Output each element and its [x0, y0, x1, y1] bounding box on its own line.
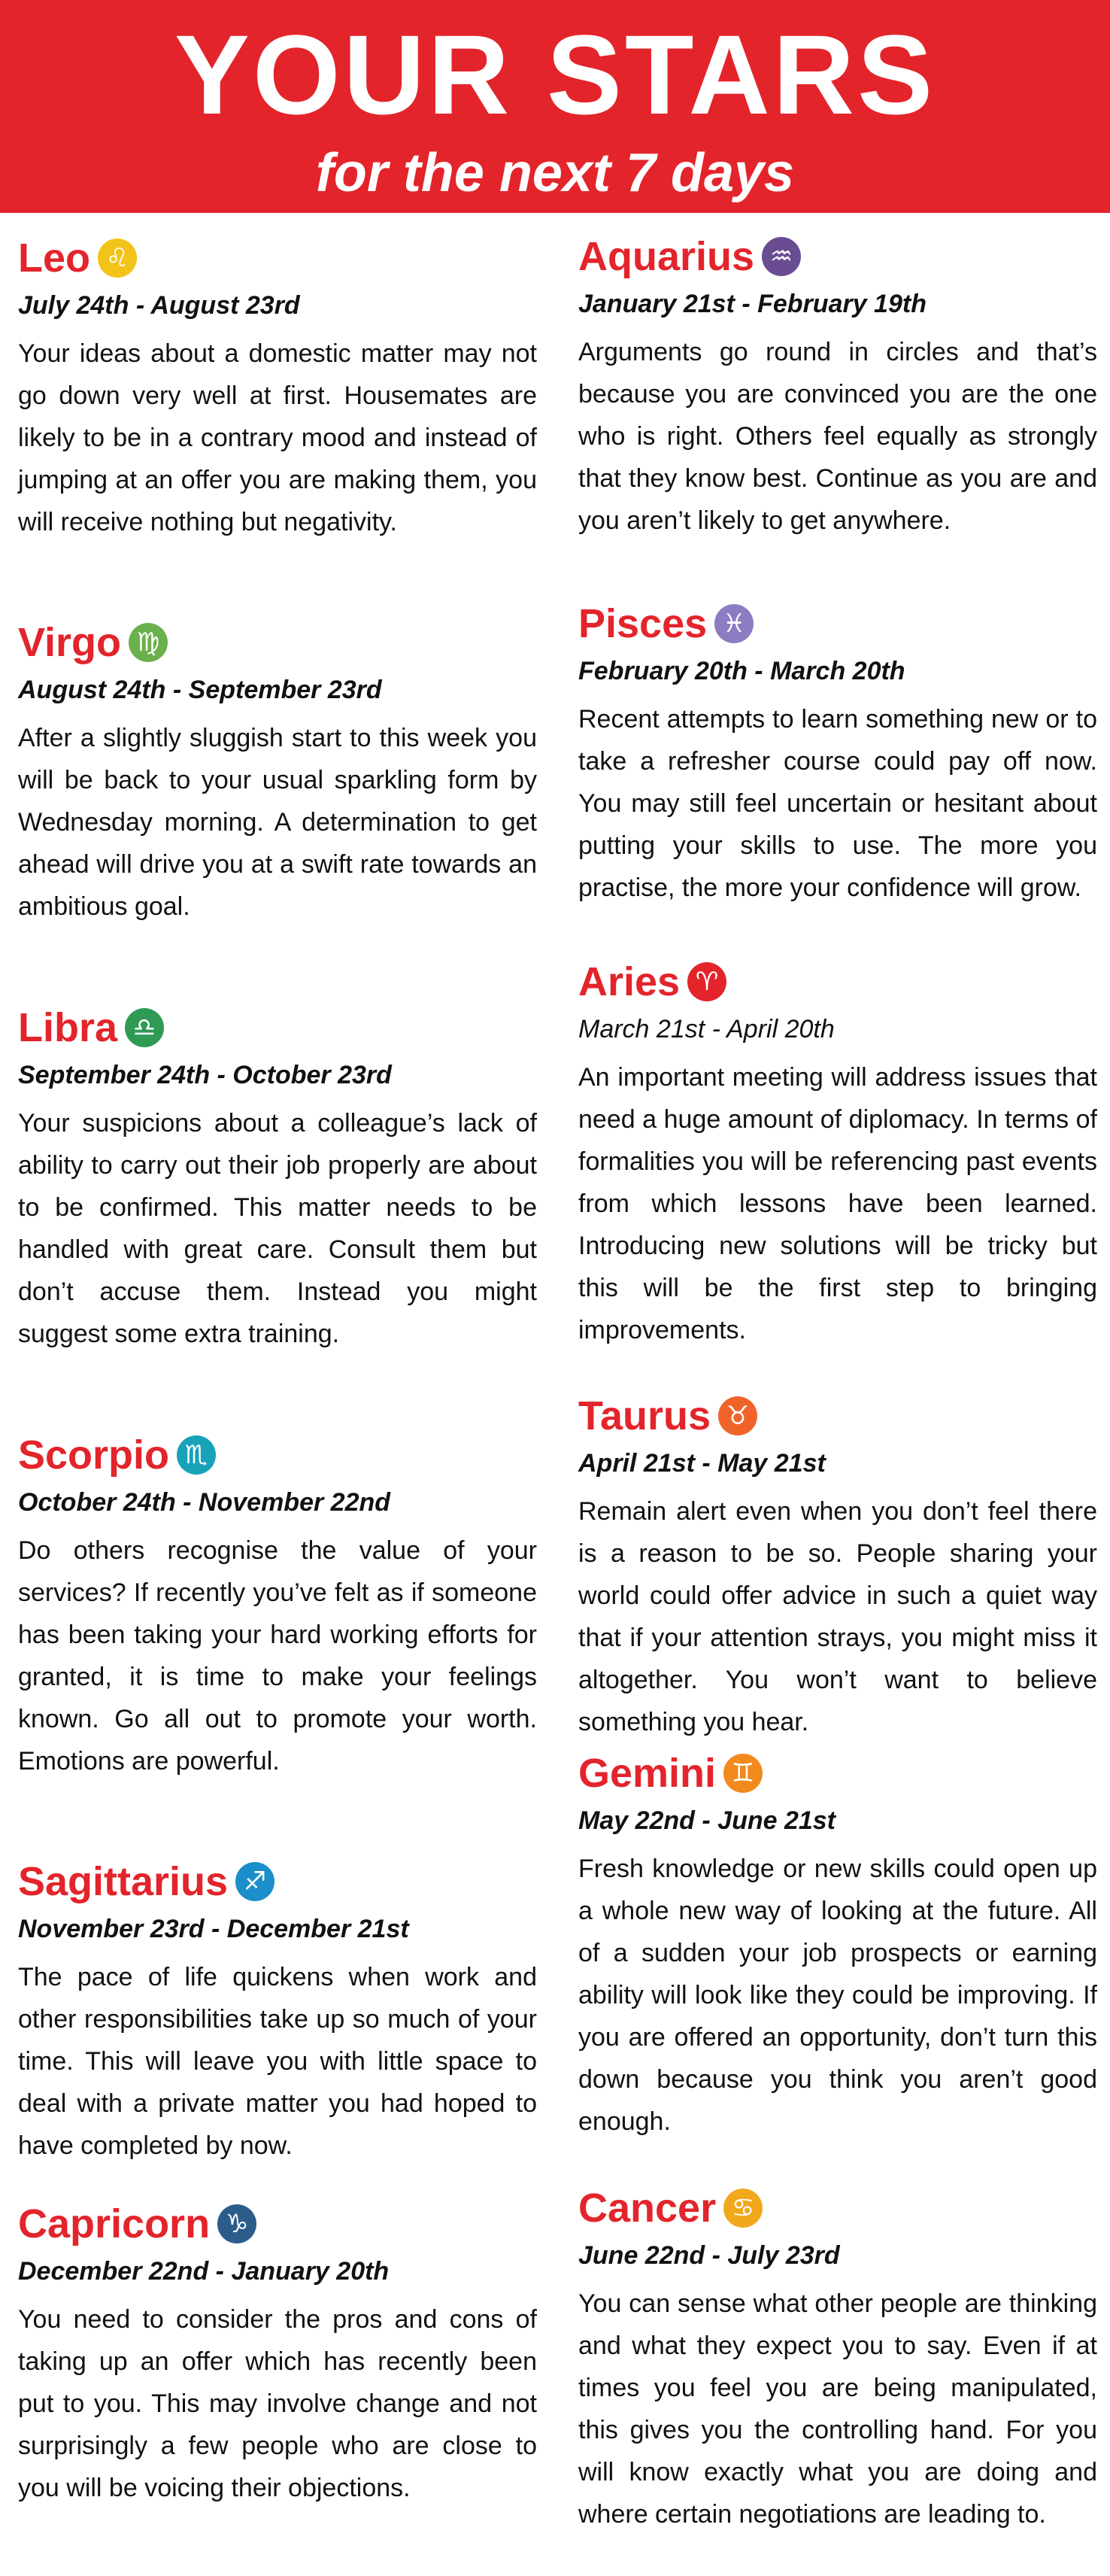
- scorpio-icon: ♏: [177, 1435, 216, 1475]
- sign-name: Capricorn: [18, 2201, 211, 2246]
- sign-dates: November 23rd - December 21st: [18, 1915, 409, 1943]
- aries-icon: ♈: [687, 962, 726, 1001]
- horoscope-text: Fresh knowledge or new skills could open up a whole new way of looking at the future. All of a sudden your job prospects or earning ability will look like they could be improving. If you are offered an opportunity, don’t turn this down because you think you aren’t good enough.: [578, 1855, 1097, 2136]
- sign-dates: March 21st - April 20th: [578, 1015, 835, 1043]
- sign-dates: May 22nd - June 21st: [578, 1806, 836, 1835]
- leo-icon: ♌: [98, 238, 137, 278]
- libra-icon: ♎: [125, 1008, 164, 1047]
- horoscope-text: You can sense what other people are thinking and what they expect you to say. Even if at times you feel you are being manipulated, this gives you the controlling hand. For you will know exactly what you are doing and where certain negotiations are leading to.: [578, 2289, 1097, 2529]
- horoscope-gemini: [578, 1745, 1097, 2143]
- horoscope-text: Arguments go round in circles and that’s because you are convinced you are the one who is right. Others feel equally as strongly that they know best. Continue as you are and you aren’t likely to get anywhere.: [578, 338, 1097, 535]
- horoscope-cancer: [578, 2180, 1097, 2535]
- virgo-icon: ♍: [129, 623, 168, 662]
- sign-name: Gemini: [578, 1751, 717, 1796]
- pisces-icon: ♓: [714, 604, 754, 643]
- horoscope-leo: [18, 230, 537, 543]
- aquarius-icon: ♒: [762, 237, 801, 276]
- horoscope-text: After a slightly sluggish start to this week you will be back to your usual sparkling form by Wednesday morning. A determination to get ahead will drive you at a swift rate towards an ambitious goal.: [18, 724, 537, 921]
- horoscope-text: Do others recognise the value of your services? If recently you’ve felt as if someone has been taking your hard working efforts for granted, it is time to make your feelings known. Go all out to promote your worth. Emotions are powerful.: [18, 1536, 537, 1776]
- capricorn-icon: ♑: [217, 2204, 256, 2243]
- sign-dates: February 20th - March 20th: [578, 657, 905, 685]
- horoscope-libra: [18, 1000, 537, 1355]
- horoscope-text: Your ideas about a domestic matter may not go down very well at first. Housemates are likely to be in a contrary mood and instead of jumping at an offer you are making them, you will receive nothing but negativity.: [18, 339, 537, 536]
- horoscope-text: The pace of life quickens when work and other responsibilities take up so much of your time. This will leave you with little space to deal with a private matter you had hoped to have completed by now.: [18, 1963, 537, 2160]
- sign-name: Virgo: [18, 620, 122, 665]
- sign-dates: June 22nd - July 23rd: [578, 2241, 840, 2270]
- sign-name: Aries: [578, 959, 681, 1004]
- cancer-icon: ♋: [723, 2189, 763, 2228]
- horoscope-text: An important meeting will address issues that need a huge amount of diplomacy. In terms of formalities you will be referencing past events from which lessons have been learned. Introducing new solutions will be tricky but this will be the first step to bringing improvements.: [578, 1063, 1097, 1344]
- horoscope-virgo: [18, 615, 537, 928]
- sign-name: Cancer: [578, 2186, 717, 2231]
- gemini-icon: ♊: [723, 1754, 763, 1793]
- sign-name: Aquarius: [578, 234, 755, 279]
- horoscope-capricorn: [18, 2196, 537, 2509]
- sign-dates: July 24th - August 23rd: [18, 291, 300, 320]
- header-banner: [0, 0, 1110, 213]
- sign-name: Pisces: [578, 601, 708, 646]
- sign-dates: October 24th - November 22nd: [18, 1488, 391, 1517]
- page-subtitle: for the next 7 days: [315, 143, 795, 203]
- sign-dates: September 24th - October 23rd: [18, 1061, 392, 1089]
- horoscope-scorpio: [18, 1427, 537, 1782]
- horoscope-taurus: [578, 1388, 1097, 1743]
- horoscope-text: You need to consider the pros and cons of taking up an offer which has recently been put to you. This may involve change and not surprisingly a few people who are close to you will be voicing their objections.: [18, 2305, 537, 2502]
- sign-dates: January 21st - February 19th: [578, 290, 927, 318]
- sign-dates: August 24th - September 23rd: [18, 676, 382, 704]
- page-title: YOUR STARS: [174, 11, 936, 138]
- taurus-icon: ♉: [718, 1396, 757, 1435]
- sign-name: Leo: [18, 235, 91, 281]
- horoscope-aquarius: [578, 229, 1097, 542]
- sign-name: Libra: [18, 1005, 118, 1050]
- horoscope-text: Recent attempts to learn something new or to take a refresher course could pay off now. You may still feel uncertain or hesitant about putting your skills to use. The more you practise, the more your confidence will grow.: [578, 705, 1097, 902]
- horoscope-pisces: [578, 596, 1097, 909]
- sign-dates: April 21st - May 21st: [578, 1449, 826, 1478]
- sign-name: Scorpio: [18, 1432, 170, 1478]
- sign-name: Taurus: [578, 1393, 711, 1438]
- horoscope-aries: [578, 954, 1097, 1351]
- horoscope-sagittarius: [18, 1854, 537, 2167]
- horoscope-text: Your suspicions about a colleague’s lack of ability to carry out their job properly are about to be confirmed. This matter needs to be handled with great care. Consult them but don’t accuse them. Instead you might suggest some extra training.: [18, 1109, 537, 1348]
- sign-dates: December 22nd - January 20th: [18, 2257, 390, 2286]
- sagittarius-icon: ♐: [235, 1862, 274, 1901]
- sign-name: Sagittarius: [18, 1859, 229, 1904]
- horoscope-text: Remain alert even when you don’t feel there is a reason to be so. People sharing your world could offer advice in such a quiet way that if your attention strays, you might miss it altogether. You won’t want to believe something you hear.: [578, 1497, 1097, 1736]
